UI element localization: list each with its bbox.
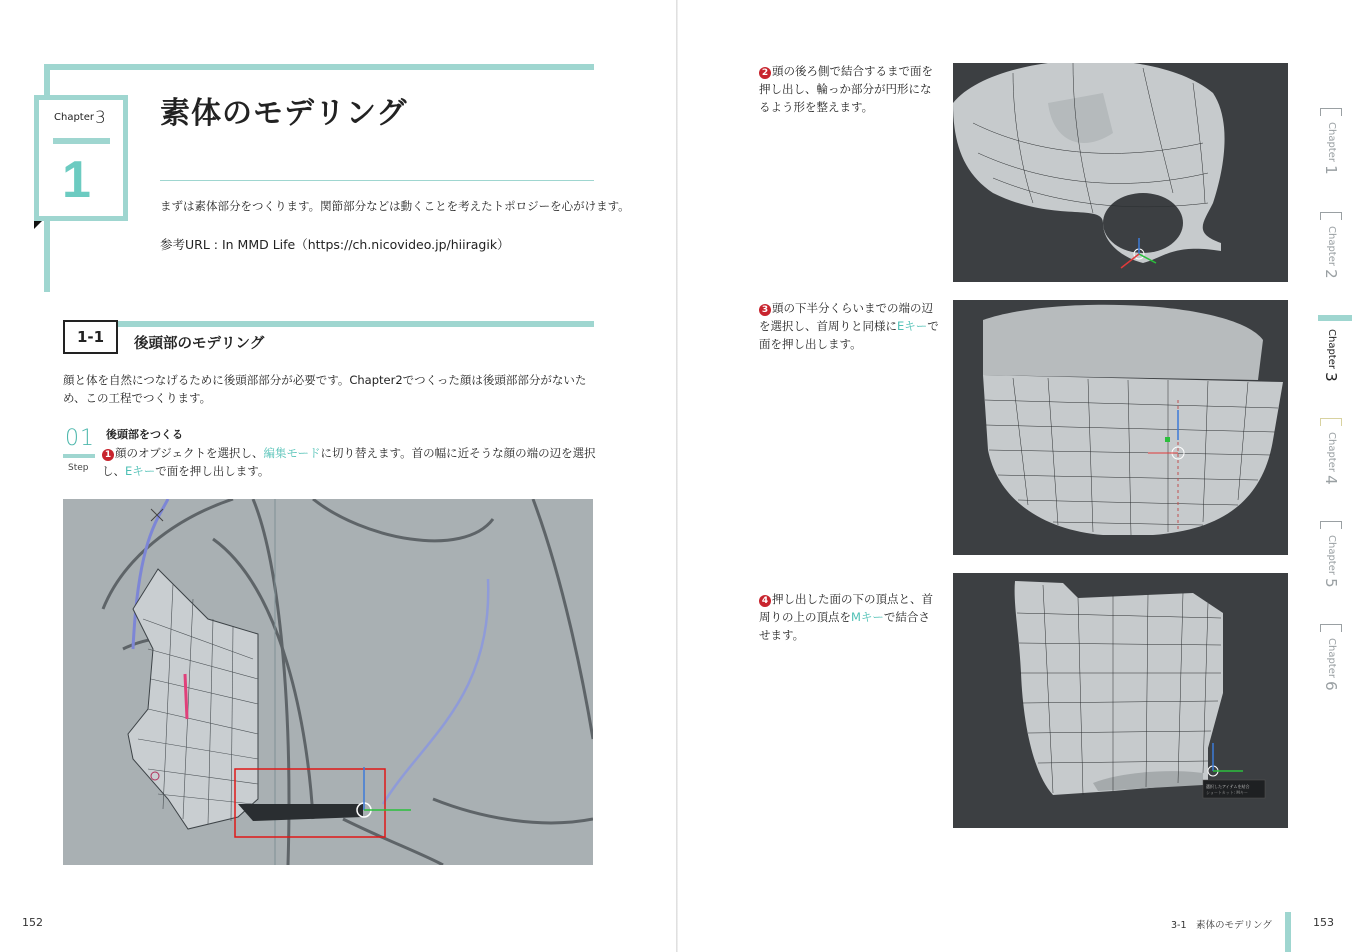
figure-ring-shape: [953, 63, 1288, 282]
caption-step-2: [759, 62, 941, 116]
tab-mark: [1320, 212, 1342, 220]
step-text: [102, 444, 597, 480]
step-label: Step: [68, 463, 89, 473]
tab-label: Chapter 5: [1322, 535, 1340, 588]
tab-chapter-3[interactable]: [1318, 315, 1346, 385]
caption-4-text-b: で結合させます。: [759, 610, 930, 642]
step-text-c: で面を押し出します。: [155, 464, 270, 478]
step-title: 後頭部をつくる: [106, 428, 183, 441]
running-head-bar: [1285, 912, 1291, 952]
page-title: 素体のモデリング: [160, 96, 408, 131]
tooltip-line-1: 選択したアイテムを結合: [1206, 784, 1250, 789]
tab-chapter-6[interactable]: [1318, 624, 1346, 694]
tab-label: Chapter 2: [1322, 226, 1340, 279]
step-badge-1: 1: [102, 449, 114, 461]
section-rule: [118, 321, 594, 327]
step-highlight-e-key: Eキー: [125, 464, 156, 478]
chapter-number: 3: [95, 108, 106, 128]
caption-3-highlight: Eキー: [897, 319, 928, 333]
figure-4-illustration: [953, 573, 1288, 828]
caption-badge-2: 2: [759, 67, 771, 79]
caption-4-text-a: 押し出した面の下の頂点と、首周りの上の頂点を: [759, 592, 933, 624]
chapter-corner-mark: [34, 221, 42, 229]
reference-url[interactable]: 参考URL : In MMD Life（https://ch.nicovideo.jp/hiiragik）: [160, 237, 510, 252]
caption-step-4: [759, 590, 941, 644]
chapter-top-rule: [44, 64, 594, 70]
running-head: 3-1 素体のモデリング: [1171, 920, 1272, 931]
step-bar: [63, 454, 95, 458]
tab-mark: [1318, 315, 1352, 321]
figure-edit-mode-screenshot: [63, 499, 593, 865]
figure-merge-vertices: [953, 573, 1288, 828]
tab-mark: [1320, 521, 1342, 529]
figure-1-illustration: [63, 499, 593, 865]
tab-label: Chapter 6: [1322, 638, 1340, 691]
caption-badge-3: 3: [759, 304, 771, 316]
section-big-number: 1: [62, 151, 91, 209]
tooltip-line-2: ショートカット: Mキー: [1206, 790, 1248, 795]
figure-2-illustration: [953, 63, 1288, 282]
tab-label: Chapter 1: [1322, 122, 1340, 175]
step-highlight-edit-mode: 編集モード: [263, 446, 321, 460]
step-text-a: 顔のオブジェクトを選択し、: [115, 446, 264, 460]
section-title: 後頭部のモデリング: [134, 336, 265, 352]
tab-mark: [1320, 108, 1342, 116]
tab-label: Chapter 3: [1322, 329, 1340, 382]
intro-text: まずは素体部分をつくります。関節部分などは動くことを考えたトポロジーを心がけます。: [160, 199, 630, 213]
caption-2-text: 頭の後ろ側で結合するまで面を押し出し、輪っか部分が円形になるよう形を整えます。: [759, 64, 933, 114]
step-text-b: に切り替えます。首の幅に近そうな顔の端の辺を選択し、: [102, 446, 596, 478]
tab-chapter-1[interactable]: [1318, 108, 1346, 178]
title-rule: [160, 180, 594, 181]
caption-badge-4: 4: [759, 595, 771, 607]
tab-chapter-2[interactable]: [1318, 212, 1346, 282]
chapter-bar: [53, 138, 110, 144]
tab-chapter-5[interactable]: [1318, 521, 1346, 591]
page-gutter: [676, 0, 678, 952]
tab-mark: [1320, 624, 1342, 632]
section-number: 1-1: [63, 320, 118, 354]
page-number-left: 152: [22, 916, 43, 929]
caption-step-3: [759, 299, 941, 353]
page-number-right: 153: [1313, 916, 1334, 929]
figure-3-illustration: [953, 300, 1288, 555]
caption-4-highlight: Mキー: [851, 610, 884, 624]
caption-3-text-a: 頭の下半分くらいまでの端の辺を選択し、首周りと同様に: [759, 301, 933, 333]
figure-extrude-back: [953, 300, 1288, 555]
chapter-label: Chapter: [54, 112, 94, 123]
caption-3-text-b: で面を押し出します。: [759, 319, 939, 351]
section-text: 顔と体を自然につなげるために後頭部部分が必要です。Chapter2でつくった顔は後頭部部分がないため、この工程でつくります。: [63, 373, 587, 405]
step-number: 01: [65, 426, 95, 451]
tab-chapter-4[interactable]: [1318, 418, 1346, 488]
tab-mark: [1320, 418, 1342, 426]
tab-label: Chapter 4: [1322, 432, 1340, 485]
